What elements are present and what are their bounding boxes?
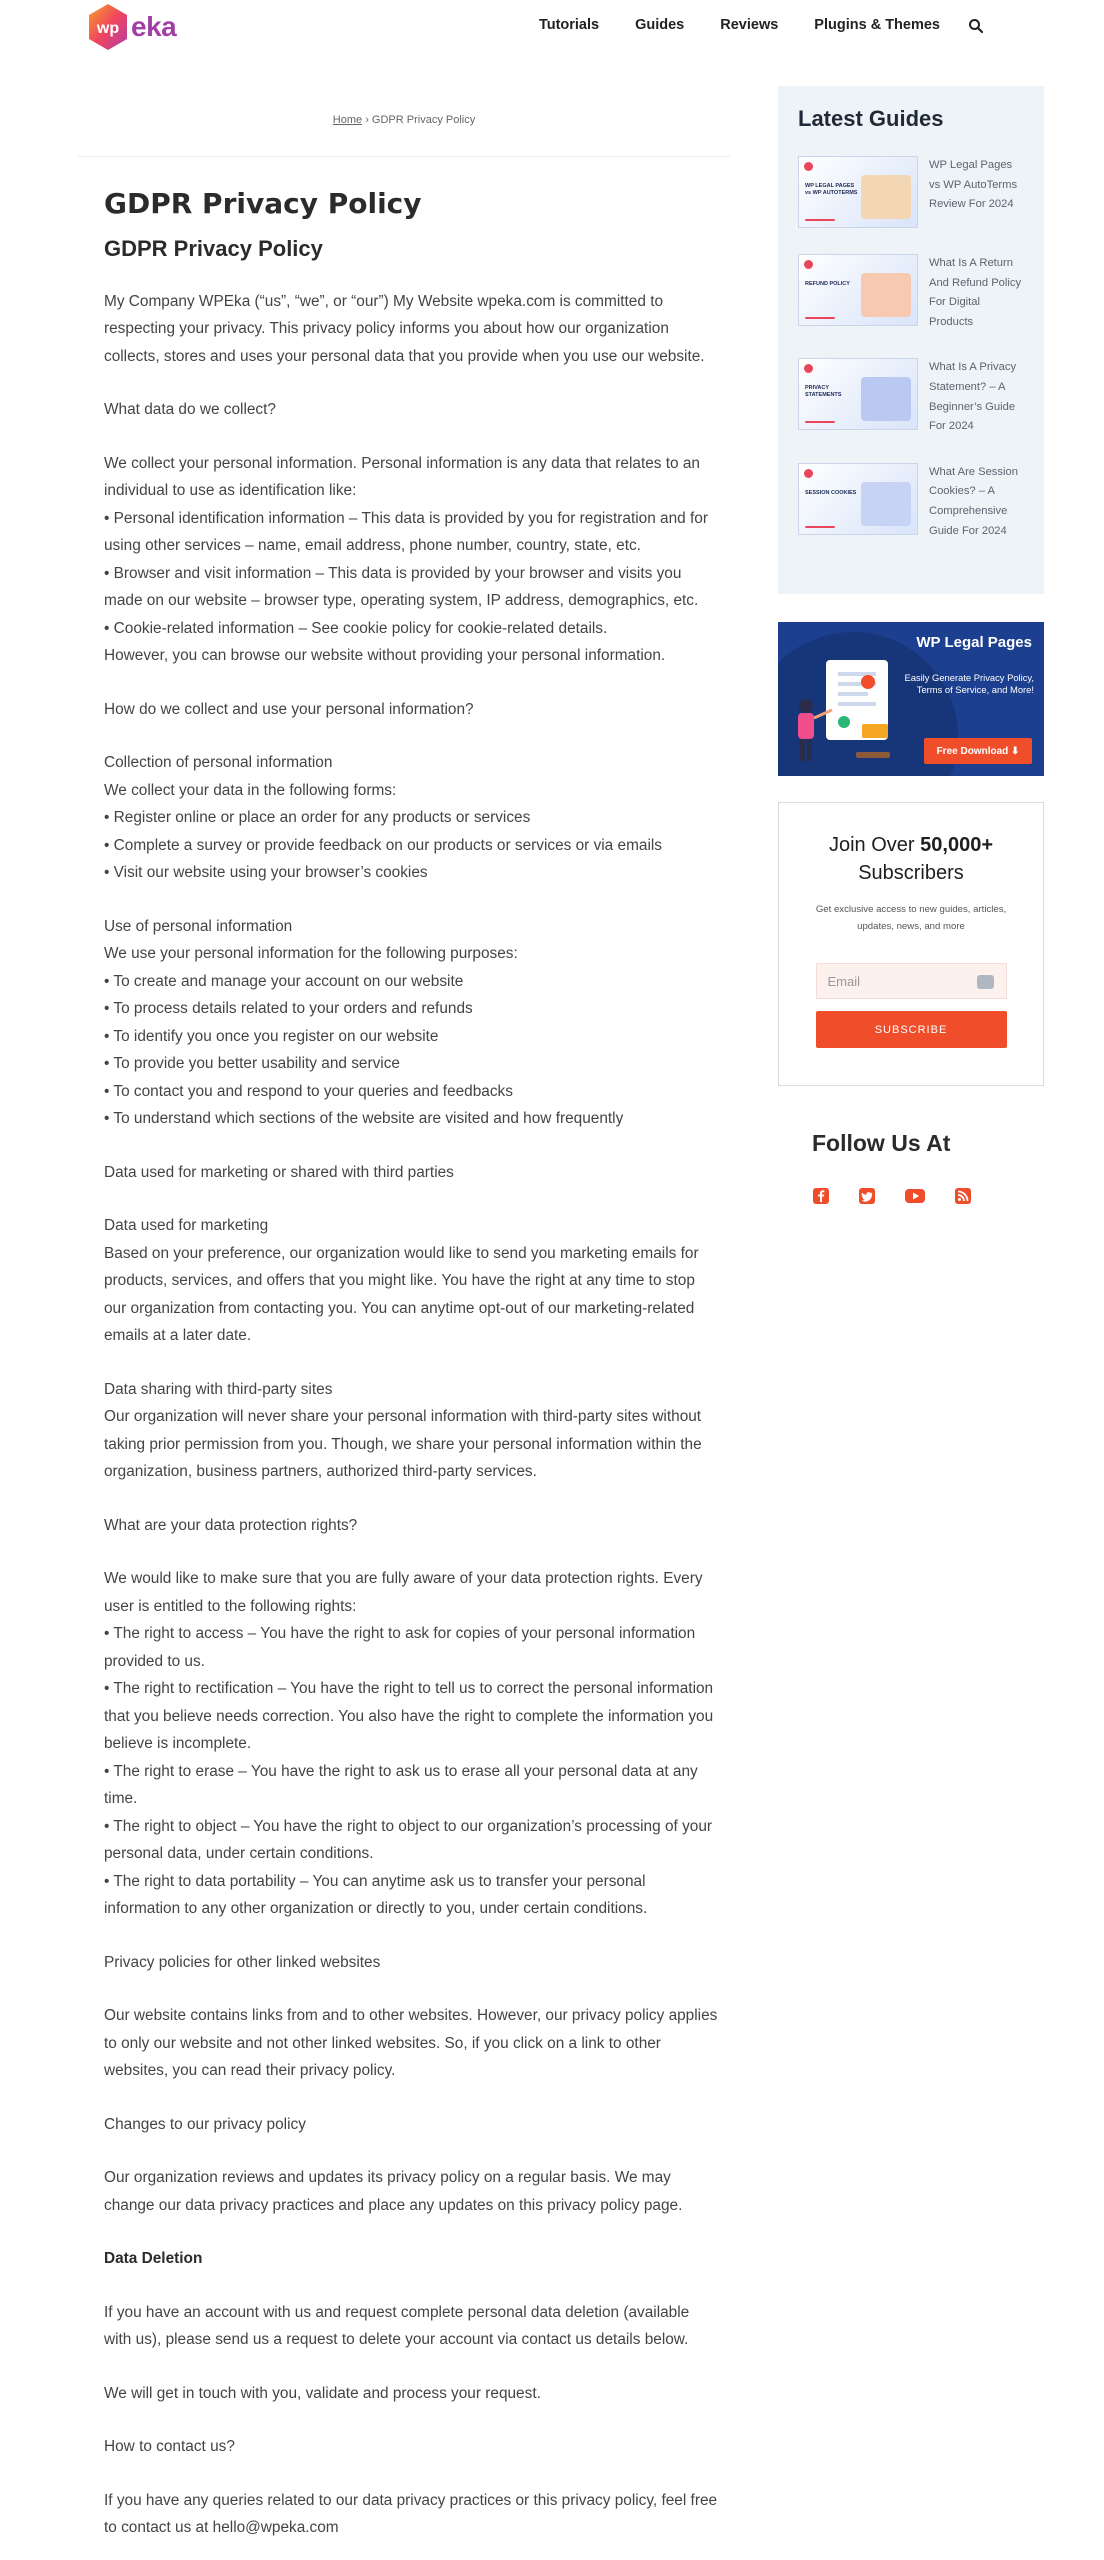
breadcrumb xyxy=(78,86,730,126)
site-logo[interactable] xyxy=(87,2,176,52)
nav-tutorials[interactable]: Tutorials xyxy=(538,17,600,33)
article-paragraph: What are your data protection rights? xyxy=(104,1516,358,1534)
guide-thumbnail[interactable] xyxy=(798,254,918,326)
autofill-icon[interactable] xyxy=(977,975,994,989)
article-paragraph: We would like to make sure that you are fully aware of your data protection rights. Every user is entitled to the following rights: xyxy=(104,1570,703,1615)
thumbnail-accent-bar xyxy=(805,421,835,423)
facebook-icon[interactable] xyxy=(812,1187,830,1203)
article-paragraph: My Company WPEka (“us”, “we”, or “our”) My Website wpeka.com is committed to respecting your privacy. This privacy policy informs you about how our organization collects, stores and uses your personal data that you provide when you use our website. xyxy=(104,292,705,365)
article-paragraph: • Complete a survey or provide feedback on our products or services or via emails xyxy=(104,836,662,854)
twitter-icon[interactable] xyxy=(858,1187,876,1203)
article-heading: GDPR Privacy Policy xyxy=(104,235,323,261)
thumbnail-label: REFUND POLICY xyxy=(805,281,850,287)
article-paragraph: Our organization reviews and updates its privacy policy on a regular basis. We may change our data privacy practices and place any updates on this privacy policy page. xyxy=(104,2169,683,2214)
latest-guides-list xyxy=(798,156,1024,541)
article-paragraph: • To create and manage your account on our website xyxy=(104,972,464,990)
thumbnail-logo-icon xyxy=(804,162,813,171)
guide-item[interactable] xyxy=(798,254,1024,332)
thumbnail-illustration-icon xyxy=(861,482,911,526)
wp-legal-pages-banner[interactable] xyxy=(778,622,1044,776)
email-field[interactable] xyxy=(816,963,1007,999)
article-paragraph: Based on your preference, our organization would like to send you marketing emails for products, services, and offers that you might like. You have the right at any time to stop our organization from contacting you. You can anytime opt-out of our marketing-related emails at a later date. xyxy=(104,1244,699,1345)
sidebar xyxy=(778,86,1044,1203)
article-paragraph: • To understand which sections of the website are visited and how frequently xyxy=(104,1110,624,1128)
guide-item[interactable] xyxy=(798,358,1024,436)
breadcrumb-current: GDPR Privacy Policy xyxy=(371,114,476,126)
article-paragraph: Our organization will never share your personal information with third-party sites without taking prior permission from you. Though, we share your personal information within the organization, business partners, authorized third-party services. xyxy=(104,1408,702,1481)
article-paragraph: Our website contains links from and to other websites. However, our privacy policy applies to only our website and not other linked websites. So, if you click on a link to other websites, you can read their privacy policy. xyxy=(104,2007,718,2080)
article-paragraph: Data used for marketing or shared with third parties xyxy=(104,1163,454,1181)
article-paragraph xyxy=(104,2245,720,2273)
article-paragraph: If you have an account with us and request complete personal data deletion (available with us), please send us a request to delete your account via contact us details below. xyxy=(104,2303,690,2349)
article-paragraph: • Personal identification information – This data is provided by you for registration and for using other services – name, email address, phone number, country, state, etc. xyxy=(104,509,708,555)
thumbnail-illustration-icon xyxy=(861,377,911,421)
article-paragraph: If you have any queries related to our data privacy practices or this privacy policy, feel free to contact us at hello@wpeka.com xyxy=(104,2491,718,2537)
article-paragraph: • Browser and visit information – This data is provided by your browser and visits you made on our website – browser type, operating system, IP address, demographics, etc. xyxy=(104,564,699,610)
rss-icon[interactable] xyxy=(954,1187,972,1203)
article-paragraph: • The right to data portability – You can anytime ask us to transfer your personal information to any other organization or directly to you, under certain conditions. xyxy=(104,1872,648,1918)
article-paragraph: We collect your personal information. Personal information is any data that relates to an individual to use as identification like: xyxy=(104,454,700,500)
thumbnail-accent-bar xyxy=(805,219,835,221)
thumbnail-logo-icon xyxy=(804,260,813,269)
youtube-icon[interactable] xyxy=(904,1187,926,1203)
article-paragraph: • To contact you and respond to your queries and feedbacks xyxy=(104,1082,513,1100)
newsletter-widget xyxy=(778,802,1044,1086)
article-paragraph: We use your personal information for the following purposes: xyxy=(104,945,518,963)
logo-text: eka xyxy=(131,11,177,42)
guide-thumbnail[interactable] xyxy=(798,156,918,228)
page-title: GDPR Privacy Policy xyxy=(104,187,422,220)
guide-title-link[interactable]: What Are Session Cookies? – A Comprehensive Guide For 2024 xyxy=(929,465,1018,537)
article-paragraph: Privacy policies for other linked websites xyxy=(104,1953,381,1971)
thumbnail-logo-icon xyxy=(804,469,813,478)
search-icon[interactable] xyxy=(968,18,984,34)
article-paragraph: • The right to object – You have the right to object to our organization’s processing of your personal data, under certain conditions. xyxy=(104,1817,713,1863)
latest-guides-title: Latest Guides xyxy=(798,106,944,131)
latest-guides-widget xyxy=(778,86,1044,594)
thumbnail-label: PRIVACY STATEMENTS xyxy=(805,385,842,399)
nav-plugins-themes[interactable]: Plugins & Themes xyxy=(814,17,940,33)
thumbnail-illustration-icon xyxy=(861,175,911,219)
article-paragraph: What data do we collect? xyxy=(104,401,276,419)
content-divider xyxy=(78,156,730,157)
newsletter-heading-pre: Join Over xyxy=(828,834,921,856)
article-paragraph: • The right to rectification – You have the right to tell us to correct the personal information that you believe needs correction. You also have the right to complete the information you believe is incomplete. xyxy=(104,1680,714,1753)
article-paragraphs xyxy=(104,288,720,2542)
article-paragraph: • Register online or place an order for any products or services xyxy=(104,809,531,827)
article-paragraph: We will get in touch with you, validate and process your request. xyxy=(104,2384,541,2402)
article-bold-heading: Data Deletion xyxy=(104,2250,203,2268)
guide-thumbnail[interactable] xyxy=(798,358,918,430)
nav-reviews[interactable]: Reviews xyxy=(720,17,779,33)
main-nav xyxy=(503,17,984,33)
article-paragraph: Data used for marketing xyxy=(104,1217,269,1235)
article-paragraph: • Visit our website using your browser’s cookies xyxy=(104,864,428,882)
article-paragraph: • Cookie-related information – See cookie policy for cookie-related details. xyxy=(104,619,608,637)
article-paragraph: • To provide you better usability and service xyxy=(104,1055,400,1073)
guide-title-link[interactable]: WP Legal Pages vs WP AutoTerms Review For 2024 xyxy=(929,159,1018,211)
article-paragraph: • To process details related to your orders and refunds xyxy=(104,1000,473,1018)
article-paragraph: We collect your data in the following forms: xyxy=(104,781,397,799)
email-placeholder: Email xyxy=(827,973,861,989)
newsletter-heading xyxy=(779,831,1043,887)
article-paragraph: How do we collect and use your personal information? xyxy=(104,700,474,718)
newsletter-heading-post: Subscribers xyxy=(858,862,964,884)
banner-title: WP Legal Pages xyxy=(916,634,1032,651)
site-header xyxy=(0,0,1104,54)
guide-title-link[interactable]: What Is A Privacy Statement? – A Beginner’s Guide For 2024 xyxy=(929,361,1017,433)
thumbnail-illustration-icon xyxy=(861,273,911,317)
logo-badge-icon xyxy=(87,2,129,52)
article-paragraph: Data sharing with third-party sites xyxy=(104,1380,333,1398)
article-paragraph: Use of personal information xyxy=(104,917,293,935)
newsletter-description: Get exclusive access to new guides, articles, updates, news, and more xyxy=(815,904,1007,932)
guide-thumbnail[interactable] xyxy=(798,463,918,535)
article-paragraph: • To identify you once you register on our website xyxy=(104,1027,439,1045)
nav-guides[interactable]: Guides xyxy=(635,17,685,33)
article-body xyxy=(78,187,730,2542)
newsletter-heading-count: 50,000+ xyxy=(920,834,993,856)
article-paragraph: How to contact us? xyxy=(104,2438,235,2456)
article-paragraph: Collection of personal information xyxy=(104,754,333,772)
social-links xyxy=(812,1187,1044,1203)
thumbnail-accent-bar xyxy=(805,317,835,319)
guide-title-link[interactable]: What Is A Return And Refund Policy For Digital Products xyxy=(929,257,1022,328)
banner-subtitle: Easily Generate Privacy Policy, Terms of Service, and More! xyxy=(904,672,1034,695)
thumbnail-accent-bar xyxy=(805,526,835,528)
main-content xyxy=(78,86,730,2542)
logo-badge-text: wp xyxy=(96,20,120,37)
banner-illustration-icon xyxy=(786,652,906,776)
subscribe-button[interactable]: SUBSCRIBE xyxy=(816,1011,1007,1048)
guide-item[interactable] xyxy=(798,463,1024,541)
guide-item[interactable] xyxy=(798,156,1024,228)
article-paragraph: • The right to erase – You have the right to ask us to erase all your personal data at any time. xyxy=(104,1762,698,1808)
breadcrumb-home-link[interactable]: Home xyxy=(332,114,363,126)
free-download-button[interactable]: Free Download ⬇ xyxy=(924,738,1032,764)
article-paragraph: • The right to access – You have the right to ask for copies of your personal information provided to us. xyxy=(104,1625,696,1670)
article-paragraph: However, you can browse our website without providing your personal information. xyxy=(104,647,666,665)
follow-us-widget xyxy=(778,1130,1044,1203)
follow-us-title: Follow Us At xyxy=(812,1130,951,1156)
thumbnail-label: WP LEGAL PAGES vs WP AUTOTERMS xyxy=(805,183,858,196)
thumbnail-logo-icon xyxy=(804,364,813,373)
breadcrumb-separator: › xyxy=(365,114,369,126)
thumbnail-label: SESSION COOKIES xyxy=(805,489,857,496)
article-paragraph: Changes to our privacy policy xyxy=(104,2115,306,2133)
